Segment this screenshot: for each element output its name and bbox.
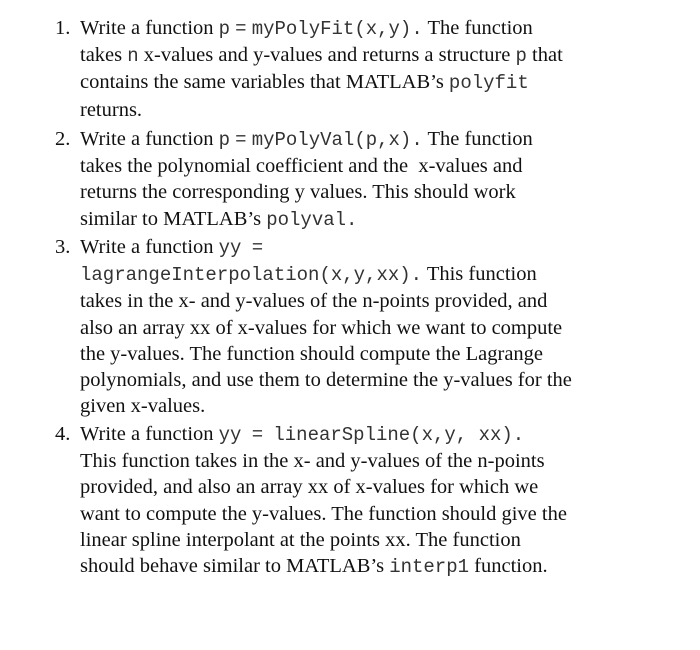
code-span: polyval. <box>266 208 358 231</box>
list-item-3 <box>55 234 625 419</box>
text-span: similar to MATLAB’s <box>80 207 267 230</box>
text-line <box>80 69 625 96</box>
text-span: x-values and y-values and returns a structure <box>138 44 516 67</box>
text-line <box>80 126 625 153</box>
text-span: the y-values. The function should compute the Lagrange <box>80 342 544 365</box>
list-number: 1. <box>55 17 71 39</box>
text-line <box>80 15 625 42</box>
code-span: = <box>251 424 264 446</box>
list-item-4 <box>55 421 625 580</box>
text-span: provided, and also an array xx of x-values for which we <box>80 476 539 499</box>
text-span: Write a function <box>80 236 219 258</box>
code-span: yy <box>218 237 242 259</box>
text-span: Write a function <box>80 423 219 445</box>
text-line <box>80 42 625 69</box>
text-span: want to compute the y-values. The function should give the <box>80 502 567 525</box>
code-span: n <box>127 45 139 68</box>
code-span: p <box>218 18 231 40</box>
list-item-text <box>80 234 625 419</box>
text-span: that <box>526 44 563 67</box>
text-line <box>80 315 625 341</box>
code-span: interp1 <box>389 556 470 579</box>
list-item-2 <box>55 126 625 233</box>
text-span: linear spline interpolant at the points xx. The function <box>80 528 521 551</box>
text-span <box>263 423 273 445</box>
text-line <box>80 527 625 553</box>
text-span: given x-values. <box>80 395 206 418</box>
list-number: 4. <box>55 423 71 445</box>
text-span: This function <box>422 263 537 286</box>
text-span <box>241 236 251 258</box>
text-span: returns. <box>80 98 143 121</box>
text-line <box>80 474 625 500</box>
text-span: takes in the x- and y-values of the n-points provided, and <box>80 290 548 313</box>
text-line <box>80 261 625 288</box>
text-line <box>80 179 625 205</box>
text-line <box>80 367 625 393</box>
code-span: myPolyFit(x,y). <box>251 18 423 40</box>
code-span: p <box>515 45 527 68</box>
code-span: myPolyVal(p,x). <box>251 129 423 151</box>
list-number: 3. <box>55 236 71 258</box>
text-span: takes the polynomial coefficient and the x-values and <box>80 155 523 178</box>
list-item-text <box>80 126 625 233</box>
text-span: The function <box>422 128 533 150</box>
text-line <box>80 341 625 367</box>
text-span: contains the same variables that MATLAB’s <box>80 71 449 94</box>
text-span: polynomials, and use them to determine the y-values for the <box>80 369 572 392</box>
text-line <box>80 288 625 314</box>
text-span: function. <box>469 555 548 578</box>
text-span: should behave similar to MATLAB’s <box>80 555 390 578</box>
list-item-text <box>80 421 625 580</box>
code-span: lagrangeInterpolation(x,y,xx). <box>80 264 423 287</box>
list-number: 2. <box>55 128 71 150</box>
code-span: yy <box>218 424 242 446</box>
code-span: = <box>235 129 247 151</box>
text-line <box>80 97 625 123</box>
text-line <box>80 234 625 261</box>
code-span: = <box>235 18 247 40</box>
text-line <box>80 421 625 448</box>
text-span: returns the corresponding y values. This should work <box>80 181 516 204</box>
text-span: This function takes in the x- and y-values of the n-points <box>80 450 545 473</box>
code-span: polyfit <box>448 72 529 95</box>
text-line <box>80 153 625 179</box>
text-span: Write a function <box>80 17 219 39</box>
text-line <box>80 393 625 419</box>
code-span: = <box>251 237 264 259</box>
text-span: Write a function <box>80 128 219 150</box>
list-item-1 <box>55 15 625 123</box>
text-span <box>241 423 251 445</box>
code-span: p <box>218 129 231 151</box>
text-line <box>80 448 625 474</box>
text-span: The function <box>422 17 533 39</box>
text-span: takes <box>80 44 128 67</box>
list-item-text <box>80 15 625 123</box>
text-line <box>80 553 625 580</box>
text-span: also an array xx of x-values for which we want to compute <box>80 316 563 339</box>
text-line <box>80 206 625 233</box>
text-line <box>80 501 625 527</box>
code-span: linearSpline(x,y, xx). <box>273 424 525 446</box>
